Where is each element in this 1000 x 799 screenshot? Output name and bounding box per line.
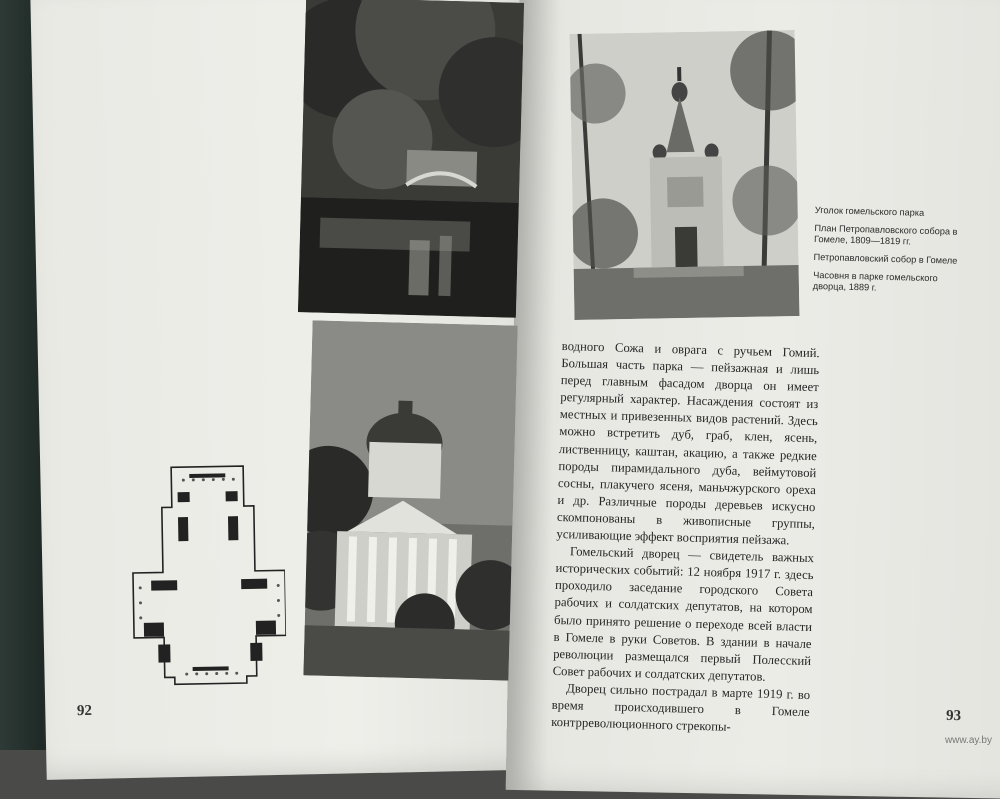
caption-chapel: Часовня в парке гомельского дворца, 1889 г.	[812, 269, 938, 293]
caption-park: Уголок гомельского парка	[814, 205, 925, 218]
body-text	[551, 338, 820, 738]
page-number-left: 92	[76, 702, 93, 720]
chapel-photo	[570, 30, 800, 320]
paragraph-park: водного Сожа и оврага с ручьем Гомий. Большая часть парка — пейзажная и лишь перед главным фасадом дворца он имеет регулярный характер. Насаждения состоят из местных и привезенных видов растений. Здесь можно встретить дуб, граб, клен, ясень, лиственницу, каштан, акацию, а также редкие породы пирамидального дуба, веймутовой сосны, плакучего ясеня, маньчжурского ореха и др. Различные породы деревьев искусно скомпонованы в живописные группы, усиливающие эффект восприятия пейзажа.	[556, 338, 820, 548]
caption-plan: План Петропавловского собора в Гомеле, 1809—1819 гг.	[813, 222, 958, 247]
paragraph-palace-damage: Дворец сильно пострадал в марте 1919 г. во время происходившего в Гомеле контрреволюционного стрекопы-	[551, 681, 811, 734]
page-number-right: 93	[945, 707, 962, 725]
watermark: www.ay.by	[944, 735, 992, 746]
cathedral-photo	[303, 320, 517, 680]
cathedral-floor-plan	[93, 460, 287, 688]
paragraph-palace-history: Гомельский дворец — свидетель важных исторических событий: 12 ноября 1917 г. здесь проходило заседание городского Совета рабочих и солдатских депутатов, на котором было принято решение о переходе всей власти в Гомеле в руки Советов. В здании в начале революции размещался первый Полесский Совет рабочих и солдатских депутатов.	[552, 544, 815, 684]
photo-captions	[813, 205, 975, 303]
caption-cathedral: Петропавловский собор в Гомеле	[813, 251, 958, 266]
park-corner-photo	[298, 0, 524, 318]
